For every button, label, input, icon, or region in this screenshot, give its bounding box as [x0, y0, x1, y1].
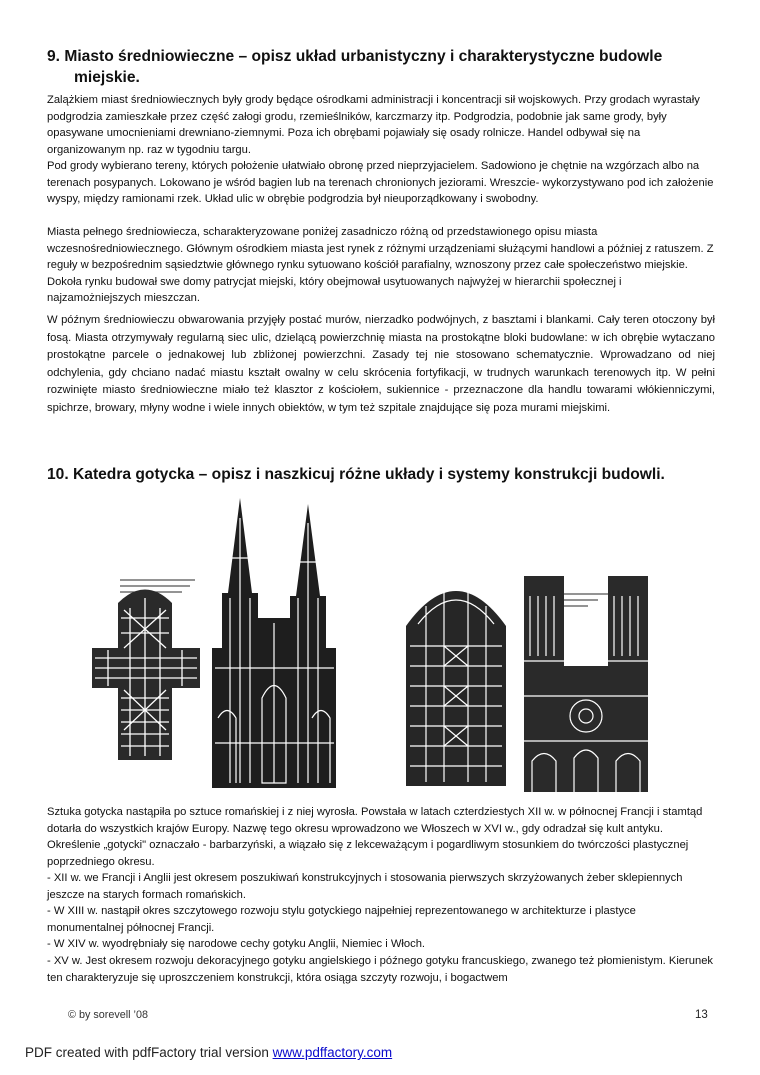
section-10-heading: 10. Katedra gotycka – opisz i naszkicuj różne układy i systemy konstrukcji budowli.	[47, 466, 665, 483]
section-9-paragraph-4: W późnym średniowieczu obwarowania przyjęły postać murów, nierzadko podwójnych, z basztami i blankami. Cały teren otoczony był fosą. Miasta otrzymywały regularną siec ulic, dzielącą powierzchnię miasta na prostokątne bloki budowlane: w ich obrębie wytaczano prostokątne parcele o jednakowej lub zbliżonej powierzchni. Zasady tej nie stosowano schematycznie. Wprowadzano od niej odchylenia, gdy chciano nadać miastu kształt owalny w celu skrócenia fortyfikacji, w trudnych warunkach terenowych itp. W pełni rozwinięte miasto średniowieczne miało też klasztor z kościołem, sukiennice - przeznaczone dla handlu towarami włókienniczymi, spichrze, browary, młyny wodne i wiele innych obiektów, w tym też szpitale znajdujące się poza murami miejskimi.	[47, 314, 715, 414]
pdf-banner-text: PDF created with pdfFactory trial version	[25, 1045, 273, 1060]
cathedral-plan-and-facade-figure	[90, 498, 340, 788]
pdf-banner	[25, 1045, 392, 1060]
section-9-heading-line1: 9. Miasto średniowieczne – opisz układ urbanistyczny i charakterystyczne budowle	[47, 48, 663, 65]
section-10-bullet-xiii: - W XIII w. nastąpił okres szczytowego rozwoju stylu gotyckiego najpełniej reprezentowanego w architekturze i plastyce monumentalnej północnej Francji.	[47, 905, 636, 934]
section-9-heading	[47, 46, 707, 88]
cathedral-floor-plan-2	[406, 591, 506, 786]
pdffactory-link[interactable]: www.pdffactory.com	[272, 1045, 393, 1060]
cathedral-plan-and-facade-figure-2	[398, 566, 658, 792]
section-9-paragraph-3: Miasta pełnego średniowiecza, scharakteryzowane poniżej zasadniczo różną od przedstawionego opisu miasta wczesnośredniowiecznego. Głównym ośrodkiem miasta jest rynek z różnymi urządzeniami służącymi handlowi a później z ratuszem. Z reguły w bezpośrednim sąsiedztwie głównego rynku sytuowano kościół parafialny, wznoszony przez całe społeczeństwo miejskie. Dokoła rynku budował swe domy patrycjat miejski, który obejmował usytuowanych najwyżej w hierarchii społecznej i najzamożniejszych mieszczan.	[47, 226, 714, 304]
section-10-bullet-xii: - XII w. we Francji i Anglii jest okresem poszukiwań konstrukcyjnych i stosowania pierwszych skrzyżowanych żeber sklepiennych jeszcze na starych formach romańskich.	[47, 872, 683, 901]
section-10-paragraph-1: Sztuka gotycka nastąpiła po sztuce romańskiej i z niej wyrosła. Powstała w latach czterdziestych XII w. w północnej Francji i stamtąd dotarła do wszystkich krajów Europy. Nazwę tego okresu wprowadzono we Włoszech w XVI w., gdy odradzał się kult antyku. Określenie „gotycki" oznaczało - barbarzyński, a wiązało się z lekceważącym i pogardliwym stosunkiem do twórczości plastycznej poprzedniego okresu.	[47, 806, 703, 868]
section-9-paragraph-1: Zalążkiem miast średniowiecznych były grody będące ośrodkami administracji i koncentracji sił wojskowych. Przy grodach wyrastały podgrodzia zamieszkałe przez część załogi grodu, rzemieślników, karczmarzy itp. Podgrodzia, podobnie jak same grody, były opasywane umocnieniami drewniano-ziemnymi. Poza ich obrębami pojawiały się osady rolnicze. Handel odbywał się na organizowanym np. raz w tygodniu targu.	[47, 94, 700, 156]
section-9-paragraph-2: Pod grody wybierano tereny, których położenie ułatwiało obronę przed nieprzyjacielem. Sadowiono je chętnie na wzgórzach albo na terenach posypanych. Lokowano je wśród bagien lub na terenach chronionych jeziorami. Wreszcie- wykorzystywano pod ich założenie wyspy, między ramionami rzek. Układ ulic w obrębie podgrodzia był nieuporządkowany i swobodny.	[47, 160, 714, 205]
section-9-heading-line2: miejskie.	[74, 69, 140, 86]
cathedral-drawing-left	[90, 498, 340, 788]
footer-copyright: © by sorevell ’08	[68, 1009, 148, 1021]
section-10-bullet-xv: - XV w. Jest okresem rozwoju dekoracyjnego gotyku angielskiego i późnego gotyku francuskiego, zwanego też płomienistym. Kierunek ten charakteryzuje się uproszczeniem konstrukcji, która osiąga szczyty rozwoju, i bogactwem	[47, 955, 714, 984]
figure-caption-left	[120, 580, 195, 592]
cathedral-floor-plan	[92, 590, 200, 761]
section-10-bullet-xiv: - W XIV w. wyodrębniały się narodowe cechy gotyku Anglii, Niemiec i Włoch.	[47, 938, 426, 950]
cathedral-drawing-right	[398, 566, 658, 792]
page-number: 13	[695, 1009, 708, 1021]
